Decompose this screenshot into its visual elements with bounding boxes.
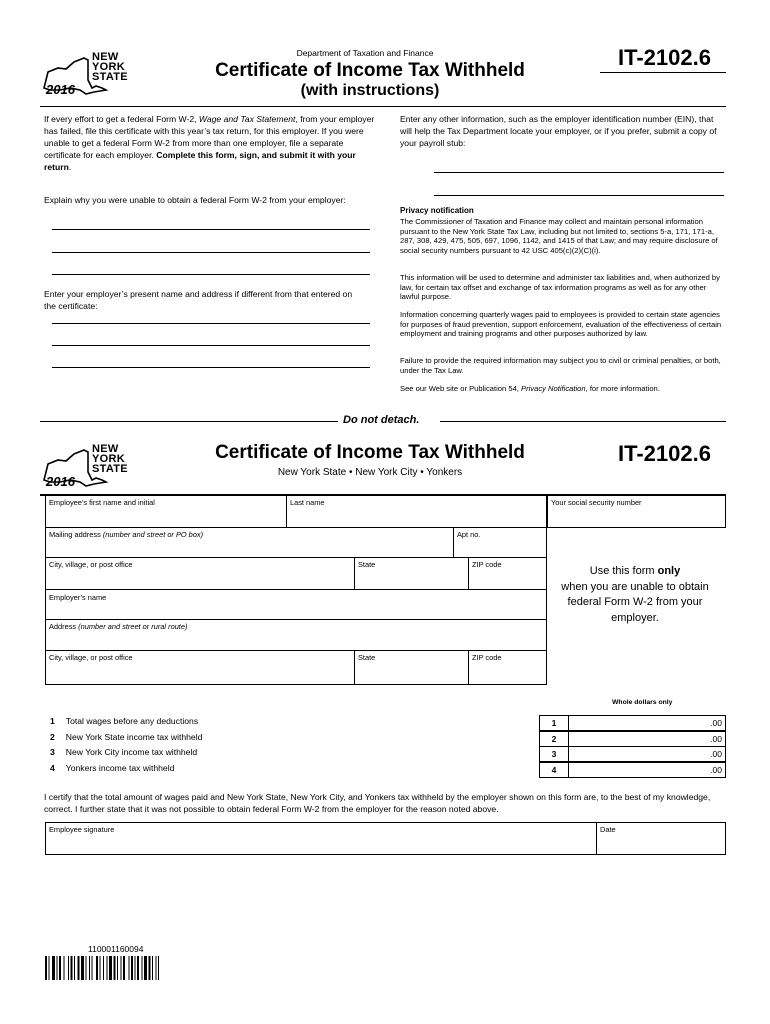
zip-divider-2 — [468, 650, 469, 685]
logo-word-new: NEW — [92, 443, 119, 455]
department-name: Department of Taxation and Finance — [296, 48, 434, 58]
zip-label-1: ZIP code — [472, 560, 502, 569]
line-description: New York City income tax withheld — [65, 747, 198, 757]
barcode-bar — [100, 956, 101, 980]
first-name-label: Employee’s first name and initial — [49, 498, 155, 507]
zip-label-2: ZIP code — [472, 653, 502, 662]
line-number-box: 1 — [539, 715, 569, 731]
barcode-bar — [107, 956, 108, 980]
barcode-bar — [137, 956, 139, 980]
certification-statement: I certify that the total amount of wages paid and New York State, New York City, and Yonkers tax withheld by the employer shown on this form are, to the best of my knowledge, correct. I further state that it was not possible to obtain federal Form W-2 from the employer for the reason noted above. — [44, 792, 711, 814]
explain-label: Explain why you were unable to obtain a federal Form W-2 from your employer: — [44, 195, 346, 205]
barcode-bar — [149, 956, 151, 980]
barcode-bar — [135, 956, 136, 980]
privacy-paragraph-2: This information will be used to determine and administer tax liabilities and, when authorized by law, for certain tax offset and exchange of tax information programs as well as for any other lawful purpose. — [400, 273, 720, 302]
employer-address-label — [49, 622, 187, 631]
date-label: Date — [600, 825, 616, 834]
instructions-bold: Complete this form, sign, and submit it with your return — [44, 150, 356, 172]
detach-rule-right — [440, 421, 726, 422]
use-form-notice — [555, 564, 715, 626]
barcode-bar — [49, 956, 50, 980]
signature-label: Employee signature — [49, 825, 115, 834]
barcode-bar — [117, 956, 118, 980]
barcode-bar — [64, 956, 65, 980]
logo-year: 2016 — [46, 474, 75, 489]
barcode-bar — [156, 956, 157, 980]
barcode-bar — [144, 956, 147, 980]
detach-rule-left — [40, 421, 338, 422]
amount-field[interactable]: .00 — [568, 746, 726, 762]
privacy-p5-end: , for more information. — [585, 384, 660, 393]
employer-label: Enter your employer’s present name and address if different from that entered on the certificate: — [44, 289, 353, 311]
page-title: Certificate of Income Tax Withheld — [215, 60, 525, 81]
barcode-icon — [45, 956, 195, 980]
explain-line-3[interactable] — [52, 274, 370, 275]
barcode-bar — [71, 956, 73, 980]
employer-line-3[interactable] — [52, 367, 370, 368]
city-label-1: City, village, or post office — [49, 560, 133, 569]
line-number: 2 — [50, 732, 55, 742]
name-divider — [286, 495, 287, 528]
barcode-bar — [59, 956, 61, 980]
barcode-bar — [68, 956, 69, 980]
barcode-bar — [152, 956, 153, 980]
privacy-p5-text: See our Web site or Publication 54, — [400, 384, 522, 393]
notice-text-1: Use this form — [589, 565, 658, 577]
other-info-label: Enter any other information, such as the employer identification number (EIN), that will help the Tax Department locate your employer, or if you prefer, submit a copy of your payroll stub: — [400, 114, 717, 148]
barcode-bar — [142, 956, 143, 980]
barcode-bar — [81, 956, 84, 980]
employer-name-field[interactable] — [45, 589, 547, 620]
barcode-bar — [45, 956, 47, 980]
employer-name-label: Employer’s name — [49, 593, 107, 602]
line-description: Total wages before any deductions — [65, 716, 199, 726]
line-label — [50, 716, 536, 726]
logo-word-state: STATE — [92, 463, 128, 475]
explain-line-1[interactable] — [52, 229, 370, 230]
notice-only: only — [657, 565, 681, 577]
amount-field[interactable]: .00 — [568, 731, 726, 747]
form-number-rule — [600, 72, 726, 73]
line-label — [50, 747, 536, 757]
nys-logo-cert — [40, 436, 140, 492]
line-label — [50, 732, 536, 742]
logo-year: 2016 — [46, 82, 75, 97]
barcode-bar — [121, 956, 122, 980]
barcode-bar — [129, 956, 130, 980]
barcode-bar — [131, 956, 133, 980]
logo-word-york: YORK — [92, 453, 125, 465]
instructions-text-2: , from your employer has failed, file this certificate with this year’s tax return, for this employer. If you were unable to get a federal Form W-2 from more than one employer, file a separate certificate for each employer. — [44, 114, 375, 160]
privacy-paragraph-5 — [400, 384, 726, 394]
privacy-paragraph-4: Failure to provide the required information may subject you to civil or criminal penalties, or both, under the Tax Law. — [400, 356, 721, 375]
barcode-bar — [57, 956, 58, 980]
last-name-label: Last name — [290, 498, 325, 507]
certificate-title: Certificate of Income Tax Withheld — [215, 442, 525, 463]
state-divider-2 — [354, 650, 355, 685]
mailing-label-text: Mailing address — [49, 530, 103, 539]
amount-field[interactable]: .00 — [568, 715, 726, 731]
detach-notice: Do not detach. — [343, 414, 420, 426]
explain-line-2[interactable] — [52, 252, 370, 253]
certificate-subtitle: New York State • New York City • Yonkers — [277, 467, 463, 478]
state-label-2: State — [358, 653, 376, 662]
privacy-heading: Privacy notification — [400, 206, 474, 215]
instructions-w2-title: Wage and Tax Statement — [198, 114, 296, 124]
apt-label: Apt no. — [457, 530, 481, 539]
line-label — [50, 763, 536, 773]
line-number: 1 — [50, 716, 55, 726]
employer-line-2[interactable] — [52, 345, 370, 346]
barcode-bar — [92, 956, 93, 980]
state-divider-1 — [354, 557, 355, 590]
other-info-line-1[interactable] — [434, 172, 724, 173]
address-label-hint: (number and street or rural route) — [78, 622, 188, 631]
line-description: Yonkers income tax withheld — [65, 763, 175, 773]
whole-dollars-note: Whole dollars only — [612, 699, 673, 706]
line-number-box: 2 — [539, 731, 569, 747]
instructions-end: . — [68, 162, 72, 172]
privacy-p5-publication: Privacy Notification — [521, 384, 586, 393]
barcode-bar — [78, 956, 80, 980]
line-number: 4 — [50, 763, 55, 773]
certificate-form-number: IT-2102.6 — [618, 441, 711, 466]
zip-divider-1 — [468, 557, 469, 590]
line-number-box: 3 — [539, 746, 569, 762]
barcode-bar — [114, 956, 116, 980]
instructions-text-1: If every effort to get a federal Form W-2, — [44, 114, 199, 124]
page-subtitle: (with instructions) — [300, 82, 440, 99]
other-info-line-2[interactable] — [434, 195, 724, 196]
employee-signature-field[interactable] — [45, 822, 597, 855]
employer-line-1[interactable] — [52, 323, 370, 324]
barcode-bar — [74, 956, 75, 980]
ssn-label: Your social security number — [551, 498, 642, 507]
barcode-bar — [109, 956, 112, 980]
state-label-1: State — [358, 560, 376, 569]
barcode-bar — [89, 956, 90, 980]
barcode-bar — [86, 956, 87, 980]
address-label-text: Address — [49, 622, 79, 631]
privacy-paragraph-3: Information concerning quarterly wages paid to employees is provided to certain state agencies for purposes of fraud prevention, support enforcement, evaluation of the effectiveness of certain employment and training programs and other purposes authorized by law. — [400, 310, 722, 339]
form-number: IT-2102.6 — [618, 45, 711, 70]
barcode-number: 110001160094 — [88, 944, 144, 954]
barcode-bar — [52, 956, 55, 980]
apt-divider — [453, 527, 454, 558]
logo-word-state: STATE — [92, 71, 128, 83]
mailing-label-hint: (number and street or PO box) — [102, 530, 204, 539]
city-label-2: City, village, or post office — [49, 653, 133, 662]
logo-word-new: NEW — [92, 51, 119, 63]
logo-word-york: YORK — [92, 61, 125, 73]
barcode-bar — [103, 956, 104, 980]
amount-field[interactable]: .00 — [568, 762, 726, 778]
notice-text-2: when you are unable to obtain federal Form W-2 from your employer. — [561, 580, 709, 624]
barcode-bar — [158, 956, 159, 980]
line-number: 3 — [50, 747, 55, 757]
line-description: New York State income tax withheld — [65, 732, 203, 742]
nys-logo-top — [40, 44, 140, 100]
privacy-paragraph-1: The Commissioner of Taxation and Finance may collect and maintain personal information pursuant to the New York State Tax Law, including but not limited to, sections 5-a, 171, 171-a, 287, 308, 429, 475, 505, 697, 1096, 1142, and 1415 of that Law; and may require disclosure of social security numbers pursuant to 42 USC 405(c)(2)(C)(i). — [400, 217, 718, 255]
header-rule — [40, 106, 726, 107]
line-number-box: 4 — [539, 762, 569, 778]
barcode-bar — [123, 956, 125, 980]
instructions-paragraph — [44, 113, 376, 173]
barcode-bar — [96, 956, 98, 980]
mailing-address-label — [49, 530, 203, 539]
